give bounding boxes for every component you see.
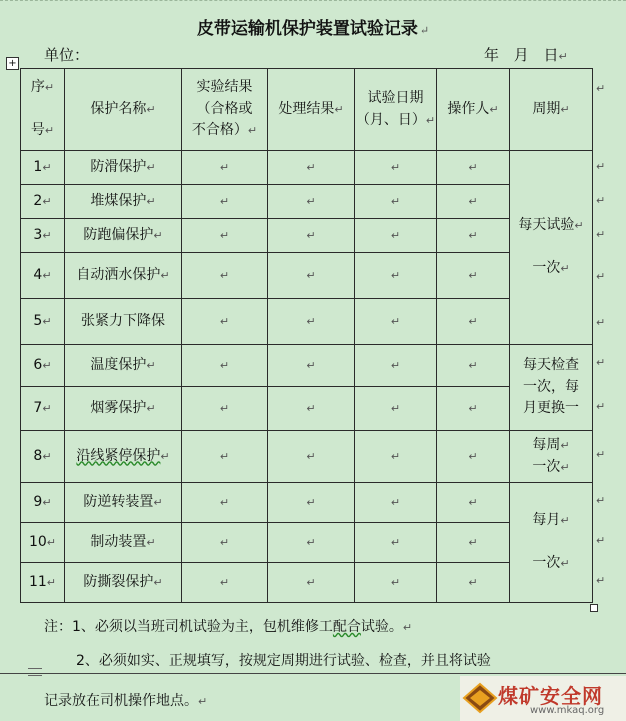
row-no-cell[interactable]: 10↵ [21, 523, 65, 563]
row-no-cell[interactable]: 6↵ [21, 345, 65, 387]
row-end-mark: ↵ [596, 448, 606, 461]
row-name-cell[interactable]: 沿线紧停保护↵ [65, 431, 182, 483]
row-no-cell[interactable]: 4↵ [21, 253, 65, 299]
header-test-date: 试验日期 （月、日）↵ [355, 69, 437, 151]
watermark-url: www.mkaq.org [530, 705, 605, 716]
result-cell[interactable]: ↵ [182, 185, 268, 219]
date-cell[interactable]: ↵ [355, 483, 437, 523]
operator-cell[interactable]: ↵ [437, 345, 510, 387]
table-row [21, 185, 593, 219]
operator-cell[interactable]: ↵ [437, 185, 510, 219]
result-cell[interactable]: ↵ [182, 345, 268, 387]
row-name-cell[interactable]: 防滑保护↵ [65, 151, 182, 185]
cycle-cell-weekly: 每周↵ 一次↵ [510, 431, 593, 483]
row-name-cell[interactable]: 温度保护↵ [65, 345, 182, 387]
note-line-2: 2、必须如实、正规填写，按规定周期进行试验、检查，并且将试验 [76, 653, 491, 669]
row-no-cell[interactable]: 8↵ [21, 431, 65, 483]
date-cell[interactable]: ↵ [355, 151, 437, 185]
handling-cell[interactable]: ↵ [268, 523, 355, 563]
operator-cell[interactable]: ↵ [437, 151, 510, 185]
header-handling: 处理结果↵ [268, 69, 355, 151]
row-end-mark: ↵ [596, 194, 606, 207]
handling-cell[interactable]: ↵ [268, 563, 355, 603]
table-resize-handle-icon[interactable] [590, 604, 598, 612]
cycle-cell-monthly: 每月↵ 一次↵ [510, 483, 593, 603]
note-line-1: 注：1、必须以当班司机试验为主，包机维修工配合试验。↵ [44, 619, 413, 635]
result-cell[interactable]: ↵ [182, 563, 268, 603]
title-text: 皮带运输机保护装置试验记录 [196, 19, 418, 39]
date-cell[interactable]: ↵ [355, 253, 437, 299]
table-move-handle-icon[interactable]: + [6, 57, 19, 70]
operator-cell[interactable]: ↵ [437, 483, 510, 523]
row-no-cell[interactable]: 11↵ [21, 563, 65, 603]
table-row [21, 431, 593, 483]
handling-cell[interactable]: ↵ [268, 483, 355, 523]
row-end-mark: ↵ [596, 316, 606, 329]
result-cell[interactable]: ↵ [182, 387, 268, 431]
row-no-cell[interactable]: 3↵ [21, 219, 65, 253]
date-label: 年 月 日↵ [484, 46, 568, 64]
row-end-mark: ↵ [596, 494, 606, 507]
row-name-cell[interactable]: 烟雾保护↵ [65, 387, 182, 431]
operator-cell[interactable]: ↵ [437, 523, 510, 563]
row-end-mark: ↵ [596, 400, 606, 413]
table-row [21, 483, 593, 523]
table-row [21, 299, 593, 345]
page-top-border [0, 0, 626, 5]
row-end-mark: ↵ [596, 574, 606, 587]
test-record-table [20, 68, 593, 603]
row-no-cell[interactable]: 7↵ [21, 387, 65, 431]
handling-cell[interactable]: ↵ [268, 431, 355, 483]
handling-cell[interactable]: ↵ [268, 253, 355, 299]
handling-cell[interactable]: ↵ [268, 345, 355, 387]
result-cell[interactable]: ↵ [182, 431, 268, 483]
table-row [21, 151, 593, 185]
cycle-cell-daily: 每天试验↵ 一次↵ [510, 151, 593, 345]
row-no-cell[interactable]: 9↵ [21, 483, 65, 523]
operator-cell[interactable]: ↵ [437, 299, 510, 345]
row-name-cell[interactable]: 制动装置↵ [65, 523, 182, 563]
table-row [21, 523, 593, 563]
handling-cell[interactable]: ↵ [268, 151, 355, 185]
result-cell[interactable]: ↵ [182, 483, 268, 523]
table-row [21, 219, 593, 253]
header-seq: 序↵ 号↵ [21, 69, 65, 151]
date-cell[interactable]: ↵ [355, 299, 437, 345]
date-cell[interactable]: ↵ [355, 219, 437, 253]
operator-cell[interactable]: ↵ [437, 563, 510, 603]
header-cycle: 周期↵ [510, 69, 593, 151]
operator-cell[interactable]: ↵ [437, 219, 510, 253]
row-end-mark: ↵ [596, 160, 606, 173]
header-row [21, 69, 593, 151]
cycle-cell-daily-monthly: 每天检查 一次，每 月更换一 [510, 345, 593, 431]
row-name-cell[interactable]: 自动洒水保护↵ [65, 253, 182, 299]
page-separator [0, 673, 626, 674]
watermark-brand: 煤矿安全网 [498, 684, 603, 708]
date-cell[interactable]: ↵ [355, 387, 437, 431]
table-row [21, 563, 593, 603]
row-end-mark: ↵ [596, 270, 606, 283]
handling-cell[interactable]: ↵ [268, 387, 355, 431]
row-no-cell[interactable]: 5↵ [21, 299, 65, 345]
result-cell[interactable]: ↵ [182, 253, 268, 299]
document-title: 皮带运输机保护装置试验记录 ↵ [196, 19, 430, 39]
operator-cell[interactable]: ↵ [437, 387, 510, 431]
row-name-cell[interactable]: 防逆转装置↵ [65, 483, 182, 523]
date-cell[interactable]: ↵ [355, 431, 437, 483]
operator-cell[interactable]: ↵ [437, 431, 510, 483]
page-margin-mark [28, 668, 42, 676]
date-cell[interactable]: ↵ [355, 345, 437, 387]
row-end-mark: ↵ [596, 228, 606, 241]
row-no-cell[interactable]: 1↵ [21, 151, 65, 185]
row-name-cell[interactable]: 张紧力下降保 [65, 299, 182, 345]
table-row [21, 345, 593, 387]
header-result: 实验结果 （合格或 不合格）↵ [182, 69, 268, 151]
row-no-cell[interactable]: 2↵ [21, 185, 65, 219]
header-name: 保护名称↵ [65, 69, 182, 151]
result-cell[interactable]: ↵ [182, 219, 268, 253]
row-end-mark: ↵ [596, 356, 606, 369]
row-name-cell[interactable]: 防撕裂保护↵ [65, 563, 182, 603]
note-line-3: 记录放在司机操作地点。↵ [44, 693, 208, 709]
handling-cell[interactable]: ↵ [268, 185, 355, 219]
result-cell[interactable]: ↵ [182, 523, 268, 563]
operator-cell[interactable]: ↵ [437, 253, 510, 299]
handling-cell[interactable]: ↵ [268, 299, 355, 345]
row-name-cell[interactable]: 堆煤保护↵ [65, 185, 182, 219]
result-cell[interactable]: ↵ [182, 151, 268, 185]
handling-cell[interactable]: ↵ [268, 219, 355, 253]
unit-label: 单位： [44, 46, 90, 64]
date-cell[interactable]: ↵ [355, 185, 437, 219]
row-name-cell[interactable]: 防跑偏保护↵ [65, 219, 182, 253]
table-row [21, 253, 593, 299]
result-cell[interactable]: ↵ [182, 299, 268, 345]
date-label-text: 年 月 日 [484, 46, 559, 64]
header-operator: 操作人↵ [437, 69, 510, 151]
row-end-mark: ↵ [596, 82, 606, 95]
date-cell[interactable]: ↵ [355, 563, 437, 603]
date-cell[interactable]: ↵ [355, 523, 437, 563]
row-end-mark: ↵ [596, 534, 606, 547]
table-row [21, 387, 593, 431]
